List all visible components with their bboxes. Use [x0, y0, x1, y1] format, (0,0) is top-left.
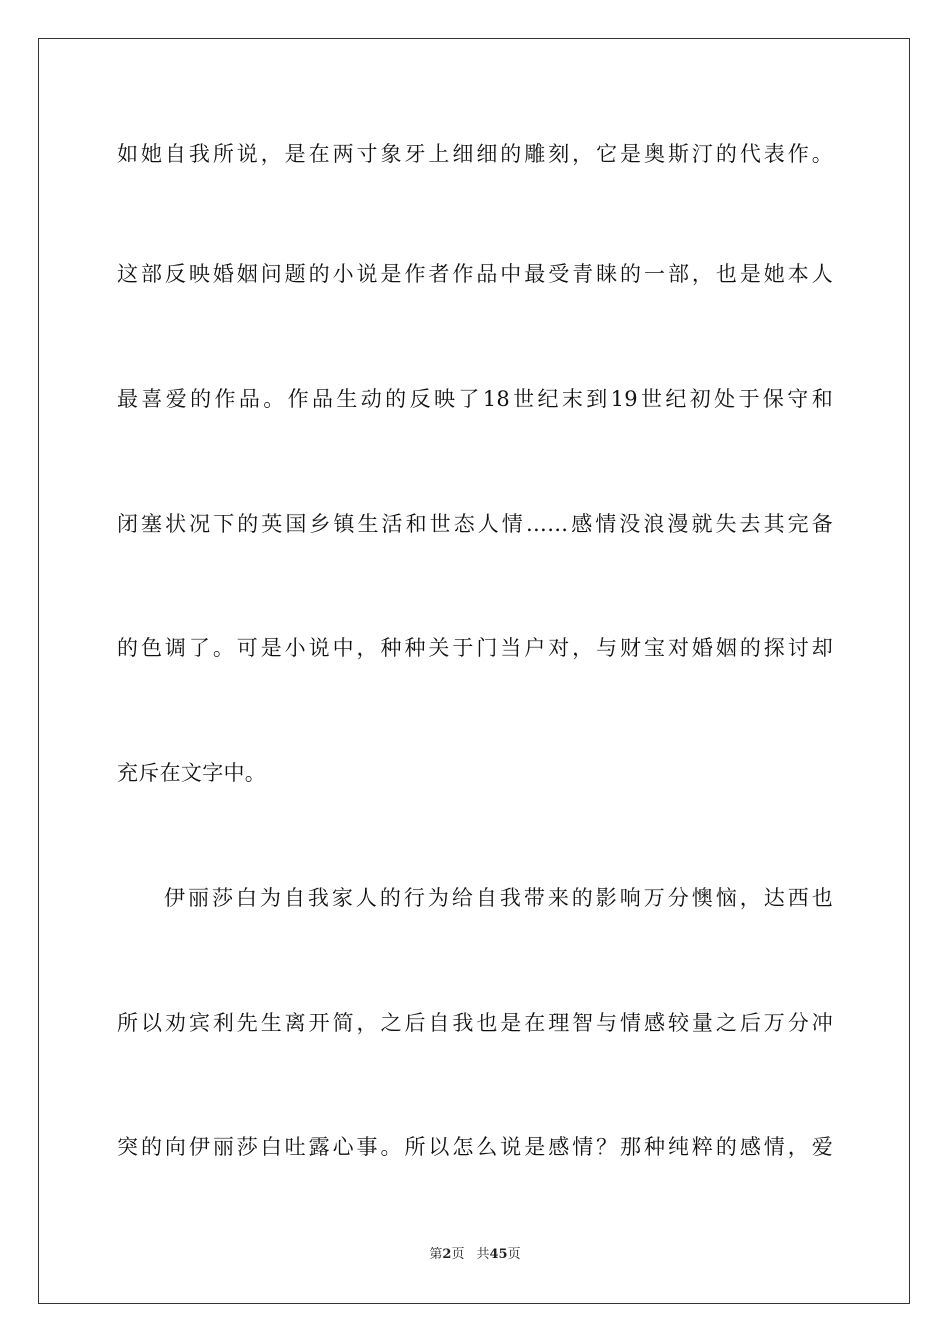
- text-line-5: 的色调了。可是小说中，种种关于门当户对，与财宝对婚姻的探讨却: [117, 636, 833, 660]
- text-line-1: 如她自我所说，是在两寸象牙上细细的雕刻，它是奥斯汀的代表作。: [117, 142, 833, 166]
- page-border: [38, 38, 910, 1304]
- text-line-6: 充斥在文字中。: [117, 761, 267, 785]
- text-line-9: 突的向伊丽莎白吐露心事。所以怎么说是感情？那种纯粹的感情，爱: [117, 1135, 833, 1159]
- page-prefix: 第: [429, 1247, 443, 1262]
- text-line-8: 所以劝宾利先生离开简，之后自我也是在理智与情感较量之后万分冲: [117, 1011, 833, 1035]
- text-line-7: 伊丽莎白为自我家人的行为给自我带来的影响万分懊恼，达西也: [164, 886, 833, 910]
- total-prefix: 共: [476, 1247, 490, 1262]
- total-pages: 45: [489, 1247, 508, 1262]
- text-line-3: 最喜爱的作品。作品生动的反映了18世纪末到19世纪初处于保守和: [117, 387, 833, 411]
- page-footer: [0, 1246, 950, 1264]
- text-line-2: 这部反映婚姻问题的小说是作者作品中最受青睐的一部，也是她本人: [117, 262, 833, 286]
- total-suffix: 页: [507, 1247, 521, 1262]
- page-number: 2: [442, 1247, 452, 1262]
- text-line-4: 闭塞状况下的英国乡镇生活和世态人情……感情没浪漫就失去其完备: [117, 512, 833, 536]
- page-suffix: 页: [451, 1247, 465, 1262]
